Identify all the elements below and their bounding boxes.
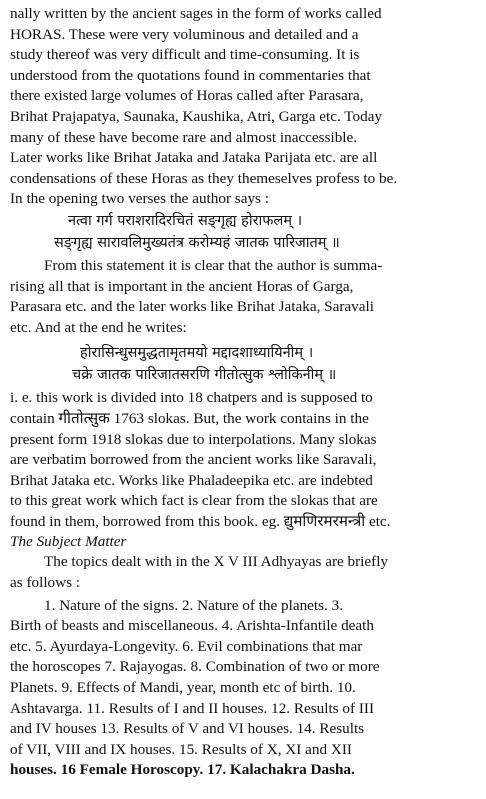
text-line: condensations of these Horas as they themeselves profess to be. (10, 169, 398, 187)
verse-line: चक्रे जातक पारिजातसरणि गीतोत्सुक श्लोकिनीम् ॥ (72, 367, 337, 384)
text-line: present form 1918 slokas due to interpolations. Many slokas (10, 430, 377, 448)
text-line: Brihat Jataka etc. Works like Phaladeepika etc. are indebted (10, 471, 373, 489)
sanskrit-verse-opening (10, 210, 480, 254)
section-heading: The Subject Matter (10, 533, 127, 551)
text-line: Ashtavarga. 11. Results of I and II houses. 12. Results of III (10, 699, 375, 717)
text-line: found in them, borrowed from this book. eg. द्युमणिरमरमन्त्री etc. (10, 512, 391, 530)
text-line: houses. 16 Female Horoscopy. 17. Kalachakra Dasha. (10, 761, 355, 779)
text-line: 1. Nature of the signs. 2. Nature of the planets. 3. (44, 596, 344, 614)
text-line: In the opening two verses the author says : (10, 190, 269, 208)
topics-list (10, 596, 480, 781)
text-line: nally written by the ancient sages in the form of works called (10, 5, 382, 22)
text-line: the horoscopes 7. Rajayogas. 8. Combination of two or more (10, 658, 380, 676)
sanskrit-verse-closing (10, 342, 480, 386)
text-line: as follows : (10, 574, 81, 592)
text-line: i. e. this work is divided into 18 chatpers and is supposed to (10, 389, 373, 407)
text-line: Birth of beasts and miscellaneous. 4. Arishta-Infantile death (10, 617, 374, 635)
text-line: Later works like Brihat Jataka and Jataka Parijata etc. are all (10, 149, 378, 167)
verse-line: होरासिन्धुसमुद्धतामृतमयो मद्दादशाध्यायिनीम् । (80, 345, 314, 362)
verse-line: सङ्गृह्य सारावलिमुख्यतंत्र करोम्यहं जातक पारिजातम् ॥ (54, 234, 340, 251)
topics-intro (10, 552, 480, 593)
text-line: From this statement it is clear that the author is summa- (44, 256, 383, 274)
after-paragraph (10, 388, 480, 532)
text-line: to this great work which fact is clear from the slokas that are (10, 492, 378, 510)
text-line: contain गीतोत्सुक 1763 slokas. But, the work contains in the (10, 409, 369, 427)
text-line: Brihat Prajapatya, Saunaka, Kaushika, Atri, Garga etc. Today (10, 107, 383, 125)
text-line: The topics dealt with in the X V III Adhyayas are briefly (44, 553, 389, 571)
text-line: are verbatim borrowed from the ancient works like Saravali, (10, 451, 377, 469)
text-line: etc. 5. Ayurdaya-Longevity. 6. Evil combinations that mar (10, 637, 363, 655)
text-line: etc. And at the end he writes: (10, 318, 187, 336)
text-line: there existed large volumes of Horas called after Parasara, (10, 87, 364, 105)
text-line: rising all that is important in the ancient Horas of Garga, (10, 277, 354, 295)
intro-paragraph (10, 4, 480, 210)
text-line: Parasara etc. and the later works like Brihat Jataka, Saravali (10, 298, 374, 316)
text-line: of VII, VIII and IX houses. 15. Results of X, XI and XII (10, 740, 352, 758)
text-line: Planets. 9. Effects of Mandi, year, month etc of birth. 10. (10, 679, 356, 697)
text-line: and IV houses 13. Results of V and VI houses. 14. Results (10, 720, 365, 738)
text-line: many of these have become rare and almost inaccessible. (10, 128, 358, 146)
text-line: study thereof was very difficult and time-consuming. It is (10, 46, 360, 64)
text-line: HORAS. These were very voluminous and detailed and a (10, 25, 359, 43)
middle-paragraph (10, 256, 480, 338)
verse-line: नत्वा गर्ग पराशरादिरचितं सङ्गृह्य होराफलम् । (68, 212, 303, 229)
text-line: understood from the quotations found in commentaries that (10, 66, 371, 84)
